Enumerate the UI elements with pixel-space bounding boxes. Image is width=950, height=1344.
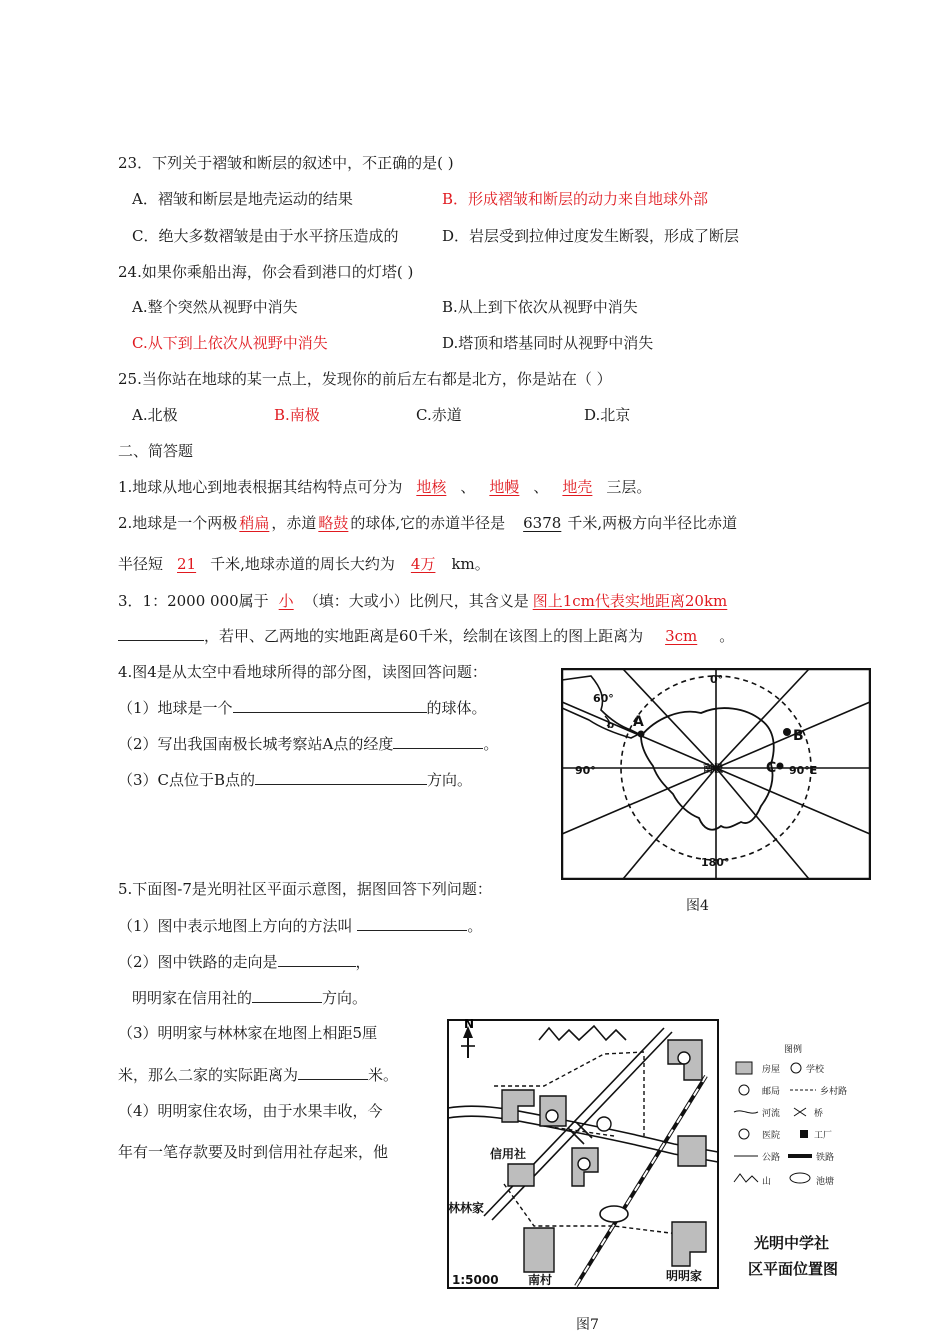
- s2-line2: 半径短 21 千米,地球赤道的周长大约为 4万 km。: [118, 555, 490, 573]
- q24-option-a: A.整个突然从视野中消失: [132, 298, 298, 316]
- fig4-label-pole: 南极: [703, 764, 723, 775]
- figure-4-map: [561, 668, 871, 880]
- legend-item-1: 学校: [806, 1065, 825, 1075]
- q23-option-d: D．岩层受到拉伸过度发生断裂，形成了断层: [442, 227, 740, 245]
- q24-option-c: C.从下到上依次从视野中消失: [132, 334, 328, 352]
- q23-option-c: C．绝大多数褶皱是由于水平挤压造成的: [132, 227, 399, 245]
- legend-title: 图例: [784, 1045, 803, 1055]
- s4-stem: 4.图4是从太空中看地球所得的部分图，读图回答问题：: [118, 663, 487, 681]
- legend-item-10: 山: [762, 1177, 772, 1187]
- q25-stem: 25.当你站在地球的某一点上，发现你的前后左右都是北方，你是站在（ ）: [118, 370, 612, 388]
- legend-item-2: 邮局: [762, 1087, 781, 1097]
- s4-q2: （2）写出我国南极长城考察站A点的经度 。: [118, 735, 499, 753]
- q23-stem: 23．下列关于褶皱和断层的叙述中，不正确的是( ): [118, 154, 454, 172]
- fig4-label-90e: 90°E: [789, 764, 818, 777]
- legend-item-7: 工厂: [814, 1131, 833, 1141]
- legend-item-0: 房屋: [762, 1065, 781, 1075]
- figure-7-map: [444, 1016, 864, 1292]
- section-title: 二、简答题: [118, 442, 194, 460]
- fig4-label-180: 180°: [701, 856, 730, 869]
- q25-option-a: A.北极: [132, 406, 178, 424]
- fig4-caption: 图4: [686, 898, 709, 914]
- q24-option-b: B.从上到下依次从视野中消失: [442, 298, 638, 316]
- s5-q1: （1）图中表示地图上方向的方法叫 。: [118, 917, 483, 935]
- s5-stem: 5.下面图-7是光明社区平面示意图，据图回答下列问题：: [118, 880, 492, 898]
- s5-q3a: （3）明明家与林林家在地图上相距5厘: [118, 1024, 378, 1042]
- fig4-point-a: A: [633, 714, 644, 730]
- fig7-linlin-label: 林林家: [448, 1201, 485, 1215]
- q23-option-a: A．褶皱和断层是地壳运动的结果: [132, 190, 353, 208]
- legend-item-3: 乡村路: [820, 1087, 848, 1097]
- q24-option-d: D.塔顶和塔基同时从视野中消失: [442, 334, 654, 352]
- s4-q3: （3）C点位于B点的 方向。: [118, 771, 473, 789]
- s5-q2: （2）图中铁路的走向是 ，: [118, 953, 371, 971]
- fig4-label-0: 0°: [710, 673, 724, 686]
- fig7-title-line1: 光明中学社: [754, 1234, 830, 1252]
- s3-line1: 3．1：2000 000属于 小 （填：大或小）比例尺，其含义是 图上1cm代表实地距离20km: [118, 592, 728, 610]
- fig7-north: N: [464, 1017, 475, 1031]
- s4-q1: （1）地球是一个 的球体。: [118, 699, 487, 717]
- fig7-caption: 图7: [576, 1317, 599, 1333]
- legend-item-6: 医院: [762, 1131, 781, 1141]
- legend-item-11: 池塘: [816, 1177, 835, 1187]
- fig7-title-line2: 区平面位置图: [748, 1260, 839, 1278]
- legend-item-9: 铁路: [816, 1153, 835, 1163]
- s3-line2: ，若甲、乙两地的实地距离是60千米，绘制在该图上的图上距离为 3cm 。: [118, 625, 734, 646]
- q24-stem: 24.如果你乘船出海，你会看到港口的灯塔( ): [118, 263, 414, 281]
- s5-q2b: 明明家在信用社的 方向。: [132, 989, 368, 1007]
- s5-q3b: 米，那么二家的实际距离为 米。: [118, 1066, 399, 1084]
- legend-item-4: 河流: [762, 1109, 781, 1119]
- fig4-point-b: B: [793, 728, 804, 744]
- fig4-label-sea: b: [607, 720, 615, 731]
- s1-line: 1.地球从地心到地表根据其结构特点可分为 地核 、 地幔 、 地壳 三层。: [118, 478, 652, 496]
- s5-q4a: （4）明明家住农场，由于水果丰收，今: [118, 1102, 383, 1120]
- legend-item-5: 桥: [814, 1109, 824, 1119]
- s2-line1: 2.地球是一个两极 稍扁 ，赤道 略鼓 的球体,它的赤道半径是 6378 千米,两极方向半径比赤道: [118, 514, 738, 532]
- fig4-label-60: 60°: [593, 692, 614, 705]
- fig4-point-c: C: [766, 760, 777, 776]
- q23-option-b: B．形成褶皱和断层的动力来自地球外部: [442, 190, 709, 208]
- fig7-mingming-label: 明明家: [666, 1269, 703, 1283]
- fig7-bank-label: 信用社: [490, 1147, 527, 1161]
- fig7-nancun-label: 南村: [528, 1273, 553, 1287]
- fig4-label-90w: 90°: [575, 764, 596, 777]
- q25-option-c: C.赤道: [416, 406, 462, 424]
- fig7-scale: 1:5000: [452, 1273, 499, 1287]
- q25-option-b: B.南极: [274, 406, 320, 424]
- legend-item-8: 公路: [762, 1153, 781, 1163]
- s5-q4b: 年有一笔存款要及时到信用社存起来，他: [118, 1143, 389, 1161]
- q25-option-d: D.北京: [584, 406, 631, 424]
